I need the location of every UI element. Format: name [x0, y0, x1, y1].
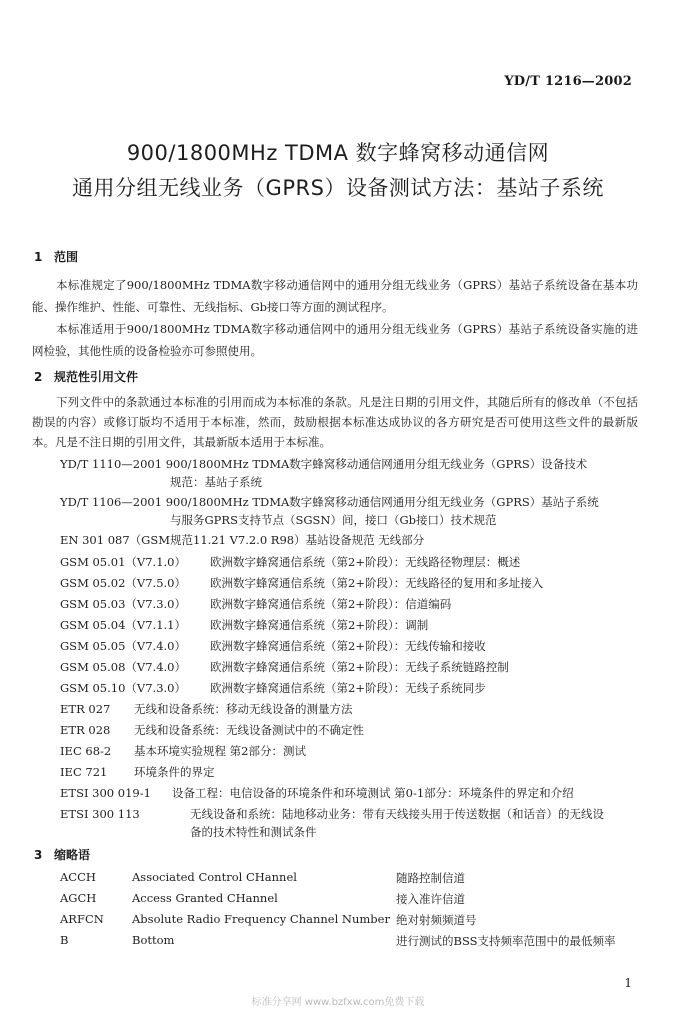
reference-code: IEC 721	[60, 765, 108, 779]
section-number: 2	[34, 370, 43, 384]
page-number: 1	[624, 976, 632, 990]
section-2-heading	[34, 368, 138, 385]
reference-item	[60, 658, 509, 676]
reference-title-continued: 与服务GPRS支持节点（SGSN）间，接口（Gb接口）技术规范	[170, 513, 497, 527]
standard-number: YD/T 1216—2002	[504, 74, 632, 89]
abbreviation-chinese: 绝对射频频道号	[396, 913, 477, 927]
reference-code: ETR 027	[60, 702, 111, 716]
reference-code: GSM 05.05（V7.4.0）	[60, 639, 186, 653]
reference-code: ETSI 300 019-1	[60, 786, 151, 800]
reference-code: GSM 05.04（V7.1.1）	[60, 618, 186, 632]
reference-title: 欧洲数字蜂窝通信系统（第2+阶段）：调制	[210, 618, 429, 632]
reference-title: 欧洲数字蜂窝通信系统（第2+阶段）：无线路径的复用和多址接入	[210, 576, 544, 590]
reference-title: 900/1800MHz TDMA数字蜂窝移动通信网通用分组无线业务（GPRS）设备技术	[165, 457, 588, 471]
reference-item	[60, 493, 638, 529]
reference-item	[60, 595, 451, 613]
section-title: 范围	[54, 250, 79, 264]
reference-title: （GSM规范11.21 V7.2.0 R98）基站设备规范 无线部分	[129, 533, 425, 547]
reference-item	[60, 700, 353, 718]
reference-title: 欧洲数字蜂窝通信系统（第2+阶段）：无线传输和接收	[210, 639, 486, 653]
reference-title-continued: 备的技术特性和测试条件	[190, 825, 317, 839]
abbreviation-english: Bottom	[132, 933, 175, 947]
reference-item	[60, 637, 486, 655]
reference-item	[60, 784, 574, 802]
reference-code: GSM 05.10（V7.3.0）	[60, 681, 186, 695]
reference-code: YD/T 1110—2001	[60, 457, 163, 471]
abbreviation-chinese: 接入准许信道	[396, 892, 465, 906]
reference-title: 环境条件的界定	[134, 765, 215, 779]
reference-item	[60, 721, 364, 739]
reference-title-continued: 规范：基站子系统	[170, 475, 262, 489]
abbreviation-chinese: 随路控制信道	[396, 871, 465, 885]
section-title: 规范性引用文件	[54, 370, 139, 384]
reference-item	[60, 805, 638, 841]
reference-title: 无线设备和系统：陆地移动业务：带有天线接头用于传送数据（和话音）的无线设	[190, 807, 604, 821]
reference-item	[60, 679, 486, 697]
reference-code: GSM 05.03（V7.3.0）	[60, 597, 186, 611]
reference-code: GSM 05.08（V7.4.0）	[60, 660, 186, 674]
abbreviation: B	[60, 933, 69, 947]
reference-code: GSM 05.01（V7.1.0）	[60, 555, 186, 569]
reference-title: 基本环境实验规程 第2部分：测试	[134, 744, 306, 758]
reference-title: 无线和设备系统：移动无线设备的测量方法	[134, 702, 353, 716]
reference-title: 设备工程：电信设备的环境条件和环境测试 第0-1部分：环境条件的界定和介绍	[172, 786, 574, 800]
reference-title: 900/1800MHz TDMA数字蜂窝移动通信网通用分组无线业务（GPRS）基站子系统	[165, 495, 599, 509]
abbreviation: ARFCN	[60, 912, 104, 926]
reference-title: 欧洲数字蜂窝通信系统（第2+阶段）：无线路径物理层：概述	[210, 555, 521, 569]
section-1-heading	[34, 248, 78, 265]
reference-item	[60, 763, 215, 781]
reference-code: ETSI 300 113	[60, 807, 140, 821]
reference-code: ETR 028	[60, 723, 111, 737]
section-number: 1	[34, 250, 43, 264]
title-line-1: 900/1800MHz TDMA 数字蜂窝移动通信网	[126, 141, 550, 165]
section-2-paragraph: 下列文件中的条款通过本标准的引用而成为本标准的条款。凡是注日期的引用文件，其随后所有的修改单（不包括勘误的内容）或修订版均不适用于本标准，然而，鼓励根据本标准达成协议的各方研究是否可使用这些文件的最新版本。凡是不注日期的引用文件，其最新版本适用于本标准。	[32, 395, 638, 449]
reference-code: IEC 68-2	[60, 744, 112, 758]
reference-title: 欧洲数字蜂窝通信系统（第2+阶段）：无线子系统同步	[210, 681, 486, 695]
reference-code: EN 301 087	[60, 533, 130, 547]
abbreviation-chinese: 进行测试的BSS支持频率范围中的最低频率	[396, 934, 616, 948]
section-1-paragraph-2: 本标准适用于900/1800MHz TDMA数字移动通信网中的通用分组无线业务（GPRS）基站子系统设备实施的进网检验，其他性质的设备检验亦可参照使用。	[32, 322, 638, 358]
reference-item	[60, 553, 520, 571]
reference-title: 欧洲数字蜂窝通信系统（第2+阶段）：信道编码	[210, 597, 452, 611]
section-title: 缩略语	[54, 848, 91, 862]
watermark: 标准分享网 www.bzfxw.com免费下载	[251, 997, 425, 1008]
abbreviation-row	[60, 870, 640, 890]
reference-code: GSM 05.02（V7.5.0）	[60, 576, 186, 590]
section-3-heading	[34, 846, 90, 863]
reference-item	[60, 742, 306, 760]
reference-title: 欧洲数字蜂窝通信系统（第2+阶段）：无线子系统链路控制	[210, 660, 509, 674]
reference-item	[60, 574, 543, 592]
section-number: 3	[34, 848, 43, 862]
abbreviation-row	[60, 912, 640, 932]
abbreviation-english: Associated Control CHannel	[132, 870, 297, 884]
abbreviation-english: Access Granted CHannel	[132, 891, 278, 905]
abbreviation-row	[60, 933, 640, 953]
abbreviation: AGCH	[60, 891, 97, 905]
reference-title: 无线和设备系统：无线设备测试中的不确定性	[134, 723, 364, 737]
section-1-paragraph-1: 本标准规定了900/1800MHz TDMA数字移动通信网中的通用分组无线业务（GPRS）基站子系统设备在基本功能、操作维护、性能、可靠性、无线指标、Gb接口等方面的测试程序。	[32, 278, 638, 314]
reference-item	[60, 455, 638, 491]
reference-item	[60, 531, 424, 549]
abbreviation-row	[60, 891, 640, 911]
abbreviation-english: Absolute Radio Frequency Channel Number	[132, 912, 390, 926]
title-line-2: 通用分组无线业务（GPRS）设备测试方法：基站子系统	[72, 176, 604, 200]
abbreviation: ACCH	[60, 870, 96, 884]
reference-item	[60, 616, 428, 634]
reference-code: YD/T 1106—2001	[60, 495, 163, 509]
